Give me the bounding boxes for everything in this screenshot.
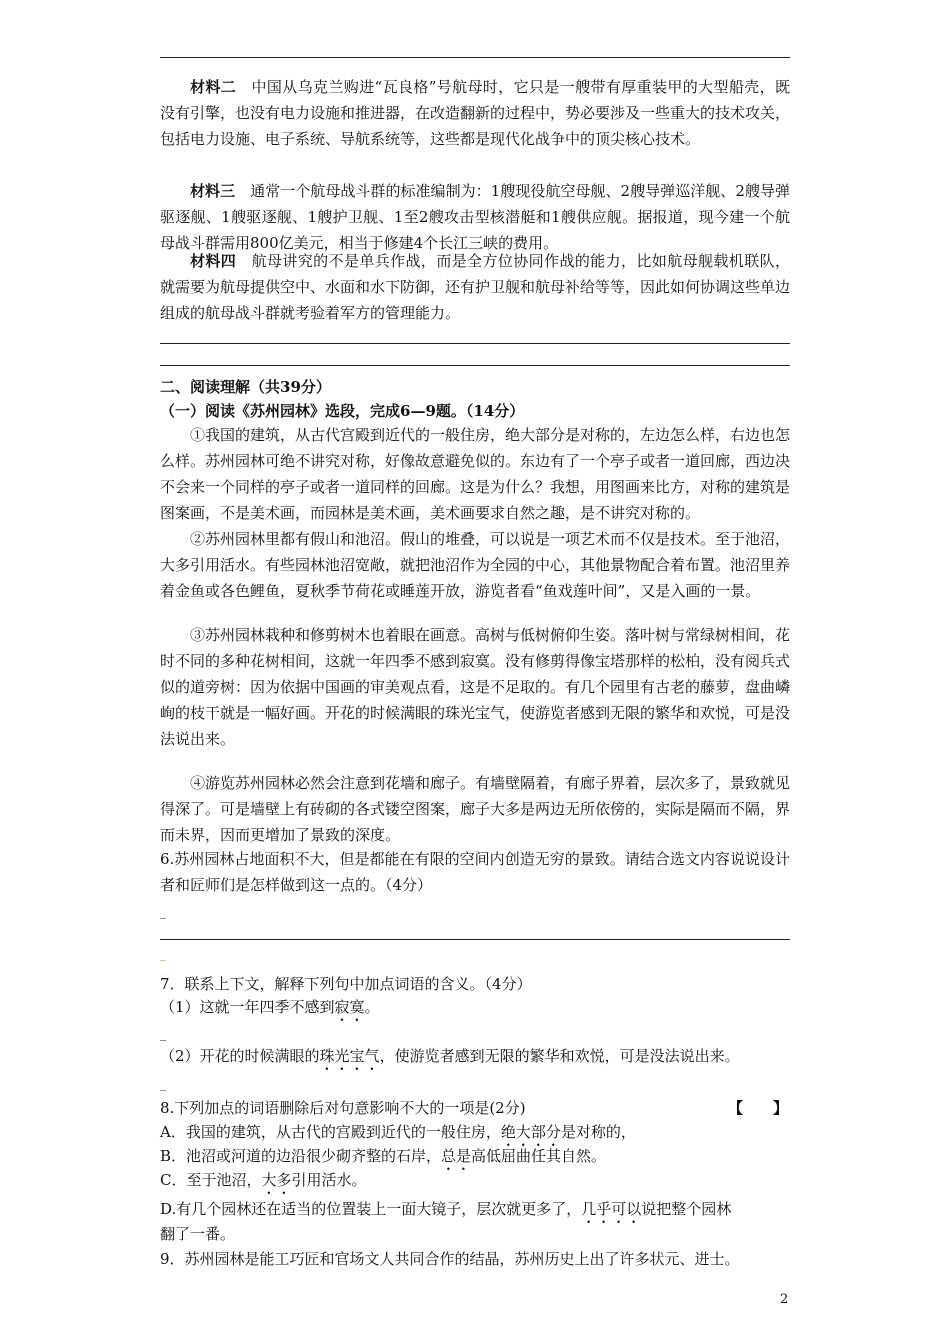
- dotted-word: 珠光宝气: [319, 1047, 380, 1065]
- answer-line: [160, 365, 790, 366]
- dotted-word: 寂寞: [334, 998, 365, 1016]
- question-9: 9．苏州园林是能工巧匠和官场文人共同合作的结晶，苏州历史上出了许多状元、进士。: [160, 1250, 740, 1268]
- dotted-word: 大多: [261, 1171, 292, 1189]
- answer-bracket: 【 】: [728, 1099, 789, 1117]
- question-7: 7．联系上下文，解释下列句中加点词语的含义。（4分）: [160, 975, 532, 993]
- question-6: 6.苏州园林占地面积不大，但是都能在有限的空间内创造无穷的景致。请结合选文内容说说设计者和匠师们是怎样做到这一点的。（4分）: [160, 850, 790, 894]
- material-text: 中国从乌克兰购进“瓦良格”号航母时，它只是一艘带有厚重装甲的大型船壳，既没有引擎，也没有电力设施和推进器，在改造翻新的过程中，势必要涉及一些重大的技术攻关，包括电力设施、电子系统、导航系统等，这些都是现代化战争中的顶尖核心技术。: [160, 78, 791, 148]
- section-subtitle: （一）阅读《苏州园林》选段，完成6—9题。（14分）: [160, 402, 525, 420]
- dotted-word: 几乎可以: [581, 1200, 642, 1218]
- passage-paragraph-3: ③苏州园林栽种和修剪树木也着眼在画意。高树与低树俯仰生姿。落叶树与常绿树相间，花时不同的多种花树相间，这就一年四季不感到寂寞。没有修剪得像宝塔那样的松柏，没有阅兵式似的道旁树：因为依据中国画的审美观点看，这是不足取的。有几个园里有古老的藤萝，盘曲嶙峋的枝干就是一幅好画。开花的时候满眼的珠光宝气，使游览者感到无限的繁华和欢悦，可是没法说出来。: [160, 626, 791, 748]
- option-a: A．我国的建筑，从古代的宫殿到近代的一般住房，绝大部分是对称的，: [160, 1123, 636, 1141]
- passage-paragraph-1: ①我国的建筑，从古代宫殿到近代的一般住房，绝大部分是对称的，左边怎么样，右边也怎么样。苏州园林可绝不讲究对称，好像故意避免似的。东边有了一个亭子或者一道回廊，西边决不会来一个同样的亭子或者一道同样的回廊。这是为什么？我想，用图画来比方，对称的建筑是图案画，不是美术画，而园林是美术画，美术画要求自然之趣，是不讲究对称的。: [160, 426, 791, 522]
- material-label: 材料二: [190, 78, 237, 96]
- answer-mark: _: [160, 1077, 166, 1091]
- passage-paragraph-2: ②苏州园林里都有假山和池沼。假山的堆叠，可以说是一项艺术而不仅是技术。至于池沼，大多引用活水。有些园林池沼宽敞，就把池沼作为全园的中心，其他景物配合着布置。池沼里养着金鱼或各色鲤鱼，夏秋季节荷花或睡莲开放，游览者看“鱼戏莲叶间”，又是入画的一景。: [160, 530, 791, 600]
- answer-mark: _: [160, 905, 166, 919]
- answer-mark: _: [160, 947, 166, 961]
- material-text: 航母讲究的不是单兵作战，而是全方位协同作战的能力，比如航母舰载机联队，就需要为航母提供空中、水面和水下防御，还有护卫舰和航母补给等等，因此如何协调这些单边组成的航母战斗群就考验着军方的管理能力。: [160, 252, 791, 322]
- material-label: 材料三: [190, 182, 236, 200]
- question-7-item-1: （1）这就一年四季不感到寂寞。: [160, 998, 380, 1016]
- page-number: 2: [780, 1292, 789, 1307]
- material-3: [160, 178, 790, 256]
- question-8: 8.下列加点的词语删除后对句意影响不大的一项是(2分): [160, 1099, 526, 1117]
- option-c: C．至于池沼，大多引用活水。: [160, 1171, 367, 1189]
- passage-paragraph-4: ④游览苏州园林必然会注意到花墙和廊子。有墙壁隔着，有廊子界着，层次多了，景致就见得深了。可是墙壁上有砖砌的各式镂空图案，廊子大多是两边无所依傍的，实际是隔而不隔，界而未界，因而更增加了景致的深度。: [160, 774, 791, 844]
- dotted-word: 总是: [441, 1147, 472, 1165]
- answer-line: [160, 939, 790, 940]
- option-b: B．池沼或河道的边沿很少砌齐整的石岸，总是高低屈曲任其自然。: [160, 1147, 607, 1165]
- section-title: 二、阅读理解（共39分）: [160, 378, 331, 396]
- material-2: [160, 74, 790, 152]
- material-text: 通常一个航母战斗群的标准编制为：1艘现役航空母舰、2艘导弹巡洋舰、2艘导弹驱逐舰、1艘驱逐舰、1艘护卫舰、1至2艘攻击型核潜艇和1艘供应舰。据报道，现今建一个航母战斗群需用800亿美元，相当于修建4个长江三峡的费用。: [160, 182, 790, 252]
- dotted-word: 绝大部分: [500, 1123, 561, 1141]
- top-divider: [160, 57, 790, 58]
- answer-mark: _: [160, 1027, 166, 1041]
- option-d: D.有几个园林还在适当的位置装上一面大镜子，层次就更多了，几乎可以说把整个园林: [160, 1200, 732, 1218]
- answer-line: [160, 343, 790, 344]
- question-7-item-2: （2）开花的时候满眼的珠光宝气，使游览者感到无限的繁华和欢悦，可是没法说出来。: [160, 1047, 740, 1065]
- material-label: 材料四: [190, 252, 237, 270]
- option-d-continued: 翻了一番。: [160, 1225, 236, 1243]
- material-4: [160, 248, 790, 326]
